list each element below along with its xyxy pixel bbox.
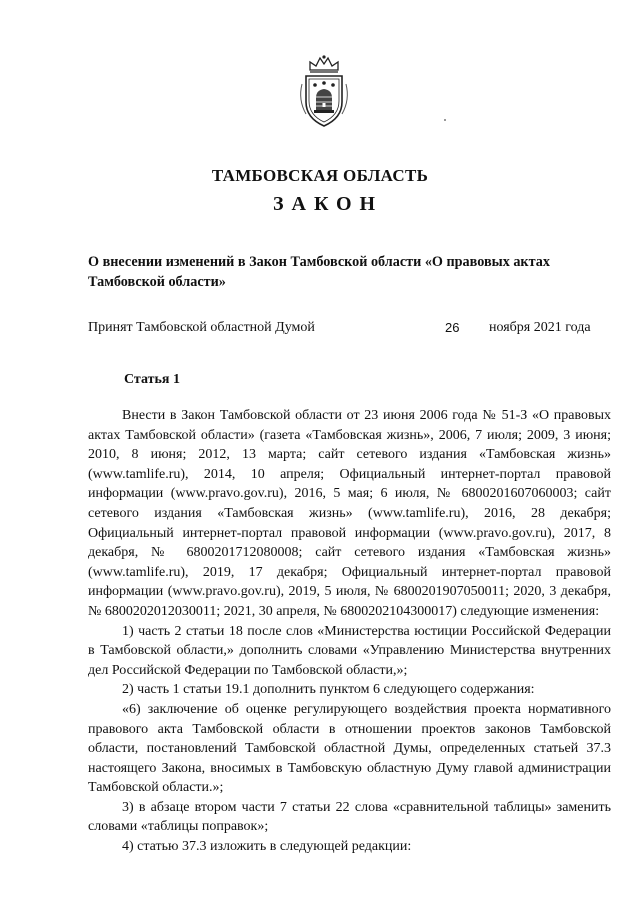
document-type-heading: ЗАКОН: [272, 193, 384, 215]
article-body: [88, 406, 611, 857]
adoption-month-year: ноября 2021 года: [489, 320, 591, 335]
paragraph: 1) часть 2 статьи 18 после слов «Министерства юстиции Российской Федерации в Тамбовской области,» дополнить словами «Управлению Министерства внутренних дел Российской Федерации по Тамбовской области,»;: [88, 623, 611, 678]
paragraph: 3) в абзаце втором части 7 статьи 22 слова «сравнительной таблицы» заменить словами «таблицы поправок»;: [88, 799, 611, 835]
paragraph: Внести в Закон Тамбовской области от 23 июня 2006 года № 51-З «О правовых актах Тамбовской области» (газета «Тамбовская жизнь», 2006, 7 июля; 2009, 3 июня; 2010, 8 июня; 2012, 13 марта; сайт сетевого издания «Тамбовская жизнь» (www.tamlife.ru), 2014, 10 апреля; Официальный интернет-портал правовой информации (www.pravo.gov.ru), 2016, 5 мая; 6 июля, № 6800201607060003; сайт сетевого издания «Тамбовская жизнь» (www.tamlife.ru), 2016, 28 декабря; Официальный интернет-портал правовой информации (www.pravo.gov.ru), 2017, 8 декабря, № 6800201712080008; сайт сетевого издания «Тамбовская жизнь» (www.tamlife.ru), 2019, 17 декабря; Официальный интернет-портал правовой информации (www.pravo.gov.ru), 2019, 5 июля, № 6800201907050011; 2020, 3 декабря, № 6800202012030011; 2021, 30 апреля, № 6800202104300017) следующие изменения:: [88, 408, 611, 619]
region-heading: ТАМБОВСКАЯ ОБЛАСТЬ: [211, 166, 429, 185]
paragraph: «6) заключение об оценке регулирующего воздействия проекта нормативного правового акта Тамбовской области в отношении проектов законов Тамбовской области, постановлений Тамбовской областной Думы, определенных статьей 37.3 настоящего Закона, вносимых в Тамбовскую областную Думу главой администрации Тамбовской области.»;: [88, 701, 611, 796]
paragraph: 2) часть 1 статьи 19.1 дополнить пунктом 6 следующего содержания:: [122, 682, 535, 698]
paragraph: 4) статью 37.3 изложить в следующей редакции:: [122, 839, 412, 855]
adoption-day: 26: [445, 320, 460, 335]
adoption-line: [88, 320, 606, 340]
adoption-label: Принят Тамбовской областной Думой: [88, 320, 315, 335]
scan-speck: [444, 119, 446, 121]
law-title: О внесении изменений в Закон Тамбовской области «О правовых актах Тамбовской области»: [88, 254, 550, 290]
article-heading: Статья 1: [124, 372, 180, 387]
tambov-coat-of-arms-icon: [294, 54, 354, 130]
